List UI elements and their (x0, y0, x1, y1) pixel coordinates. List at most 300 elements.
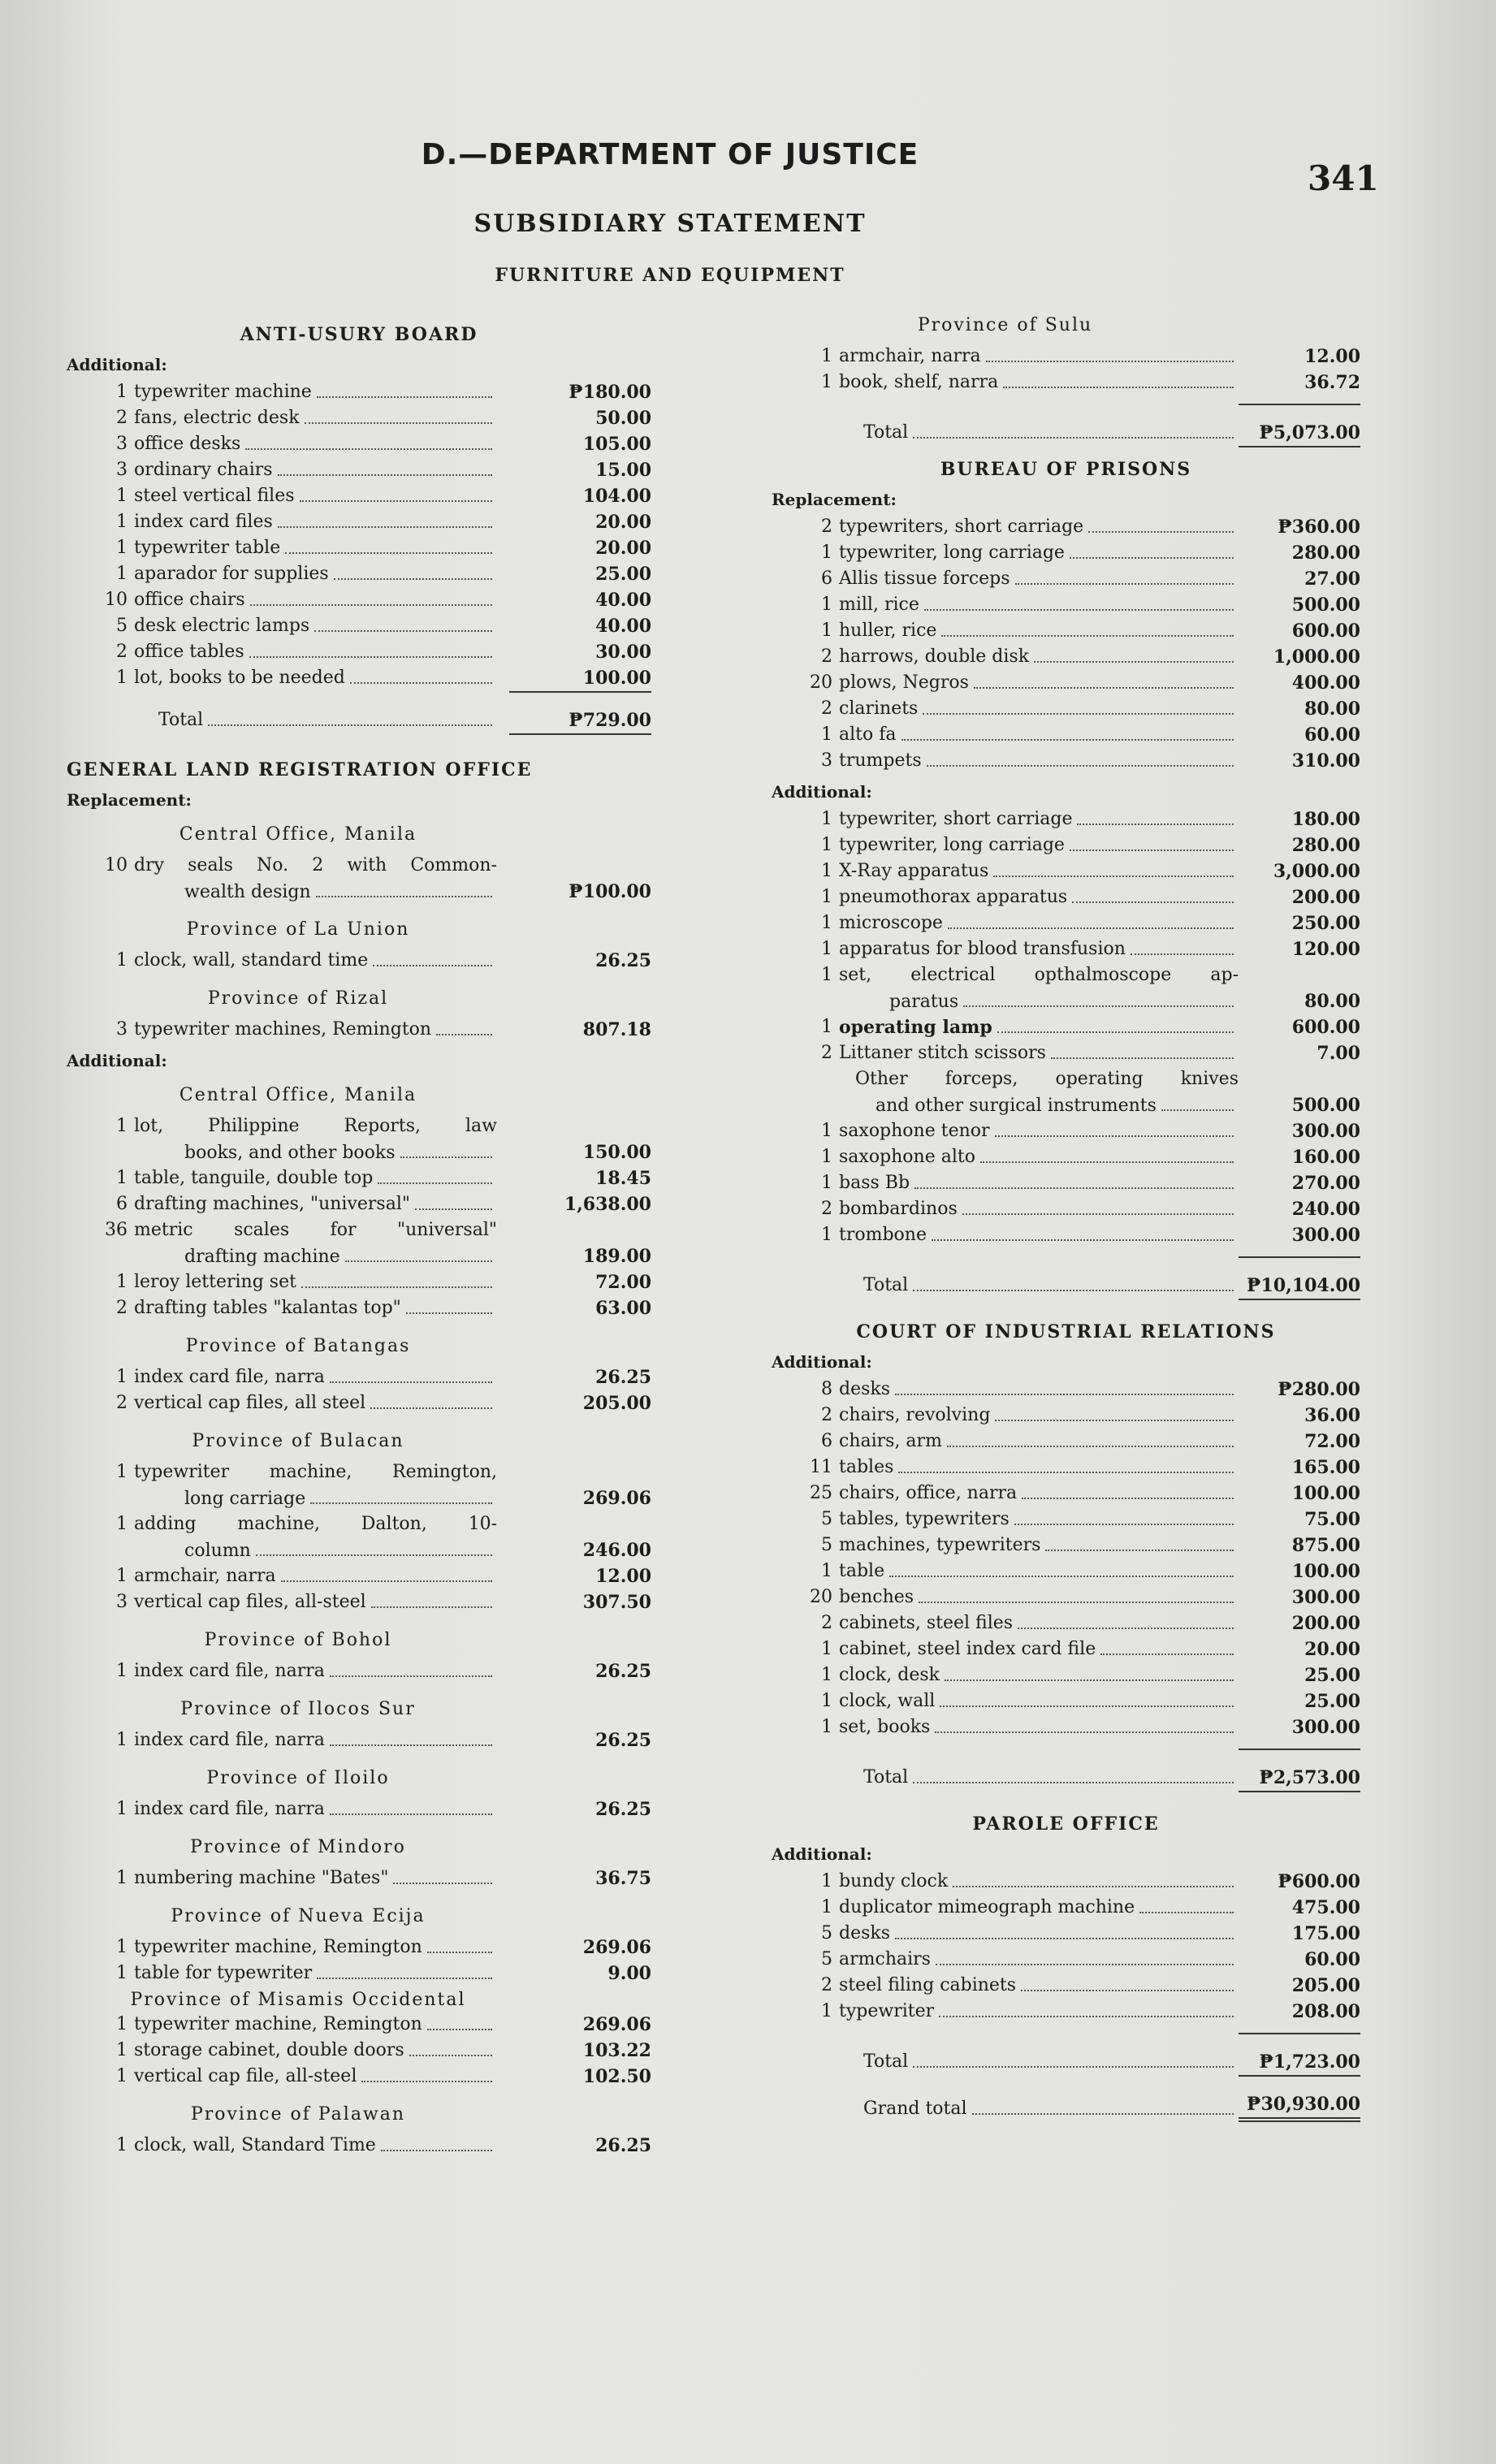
line-item (772, 1610, 1360, 1636)
amount: 160.00 (1291, 1147, 1360, 1168)
quantity: 1 (116, 512, 128, 532)
description: and other surgical instruments (876, 1096, 1157, 1116)
line-item (67, 1364, 651, 1390)
total-amount: ₱10,104.00 (1247, 1275, 1360, 1296)
quantity: 20 (810, 672, 832, 693)
line-item (772, 644, 1360, 670)
description: trombone (839, 1225, 927, 1245)
description: index card file, narra (134, 1661, 325, 1681)
line-item (67, 1165, 651, 1191)
description: wealth design (184, 882, 311, 902)
line-item (67, 1589, 651, 1615)
description: clock, desk (839, 1665, 940, 1685)
description: apparatus for blood transfusion (839, 939, 1126, 959)
total-label: Total (863, 1275, 909, 1295)
quantity: 1 (116, 1868, 128, 1888)
line-item (67, 2064, 651, 2090)
description: tables, typewriters (839, 1509, 1010, 1529)
quantity: 1 (821, 2001, 832, 2021)
quantity: 2 (821, 517, 832, 537)
line-item (67, 1511, 651, 1537)
quantity: 1 (821, 346, 832, 366)
amount: 20.00 (595, 512, 651, 533)
description: index card file, narra (134, 1367, 325, 1387)
description: aparador for supplies (134, 564, 329, 584)
description: steel vertical files (134, 486, 295, 506)
line-item (67, 639, 651, 665)
line-item (67, 1113, 651, 1139)
subheading-additional: Additional: (67, 355, 167, 374)
line-item (772, 1506, 1360, 1532)
amount: 205.00 (1291, 1975, 1360, 1996)
line-item (772, 1040, 1360, 1066)
line-item (67, 948, 651, 974)
right-column (772, 315, 1360, 2122)
description: typewriter machine, Remington, (134, 1462, 497, 1482)
quantity: 1 (821, 1639, 832, 1659)
amount: 246.00 (582, 1540, 651, 1561)
quantity: 1 (116, 1799, 128, 1819)
amount: 60.00 (1304, 724, 1360, 746)
amount: 250.00 (1291, 913, 1360, 934)
quantity: 1 (821, 939, 832, 959)
province-label: Province of Batangas (185, 1336, 411, 1356)
total-amount: ₱1,723.00 (1259, 2051, 1360, 2073)
amount: 100.00 (1291, 1561, 1360, 1582)
subheading-replacement: Replacement: (772, 490, 897, 509)
total-amount: ₱2,573.00 (1259, 1767, 1360, 1788)
sum-rule (1239, 2075, 1360, 2077)
sum-rule (509, 733, 651, 735)
line-item (772, 962, 1360, 988)
description: typewriter machine, Remington (134, 1937, 422, 1957)
amount: 26.25 (595, 1799, 651, 1820)
statement-title: SUBSIDIARY STATEMENT (473, 210, 867, 238)
province-label: Province of Rizal (207, 988, 389, 1009)
description: benches (839, 1587, 914, 1607)
sum-rule (1239, 1256, 1360, 1258)
quantity: 6 (821, 1431, 832, 1451)
quantity: 1 (821, 724, 832, 745)
amount: 36.75 (595, 1868, 651, 1889)
amount: 26.25 (595, 1661, 651, 1682)
quantity: 1 (821, 543, 832, 563)
subheading-additional: Additional: (772, 1844, 872, 1864)
office-label: Central Office, Manila (179, 824, 417, 845)
line-item (67, 665, 651, 691)
line-item (67, 509, 651, 535)
description: book, shelf, narra (839, 372, 999, 392)
quantity: 25 (810, 1483, 832, 1503)
line-item (67, 613, 651, 639)
quantity: 1 (116, 2040, 128, 2060)
amount: 50.00 (595, 408, 651, 429)
description: cabinets, steel files (839, 1613, 1014, 1633)
description: trumpets (839, 750, 922, 771)
line-item (772, 696, 1360, 722)
line-item (772, 1714, 1360, 1740)
quantity: 1 (821, 1897, 832, 1917)
section-heading-glro: GENERAL LAND REGISTRATION OFFICE (67, 759, 533, 780)
amount: 100.00 (1291, 1483, 1360, 1504)
amount: 400.00 (1291, 672, 1360, 694)
description: clarinets (839, 698, 919, 719)
quantity: 5 (821, 1535, 832, 1555)
quantity: 1 (116, 668, 128, 688)
line-item-continued (67, 1537, 651, 1563)
amount: 20.00 (595, 538, 651, 559)
amount: 75.00 (1304, 1509, 1360, 1530)
line-item (67, 1727, 651, 1753)
amount: 26.25 (595, 1367, 651, 1388)
description: clock, wall, Standard Time (134, 2135, 376, 2155)
line-item (67, 2133, 651, 2159)
quantity: 2 (821, 1199, 832, 1219)
line-item (772, 1532, 1360, 1558)
line-item (772, 1455, 1360, 1481)
sum-rule (1239, 1299, 1360, 1300)
description: office tables (134, 642, 244, 662)
amount: 120.00 (1291, 939, 1360, 960)
line-item (67, 457, 651, 483)
quantity: 1 (116, 1963, 128, 1983)
quantity: 10 (105, 590, 128, 610)
sum-rule (1239, 404, 1360, 405)
line-item (772, 1222, 1360, 1248)
description: operating lamp (839, 1017, 992, 1038)
amount: 15.00 (595, 460, 651, 481)
quantity: 3 (116, 1019, 128, 1040)
amount: 20.00 (1304, 1639, 1360, 1660)
line-item (772, 832, 1360, 858)
quantity: 1 (821, 861, 832, 881)
line-item (772, 1196, 1360, 1222)
line-item (772, 618, 1360, 644)
amount: 80.00 (1304, 991, 1360, 1012)
description: bombardinos (839, 1199, 958, 1219)
quantity: 1 (821, 1561, 832, 1581)
description: typewriter table (134, 538, 281, 558)
description: mill, rice (839, 594, 919, 615)
line-item (67, 1217, 651, 1243)
sum-rule (509, 691, 651, 693)
line-item (772, 1144, 1360, 1170)
total-label: Total (863, 422, 909, 443)
description: drafting machine (184, 1247, 340, 1267)
amount: 200.00 (1291, 1613, 1360, 1634)
total-row (772, 1765, 1360, 1791)
page-number: 341 (1308, 158, 1379, 198)
line-item (67, 535, 651, 561)
amount: 180.00 (1291, 809, 1360, 830)
province-label: Province of Bulacan (192, 1431, 404, 1451)
amount: 104.00 (582, 486, 651, 507)
quantity: 5 (821, 1923, 832, 1943)
description: index card files (134, 512, 273, 532)
amount: 18.45 (595, 1168, 651, 1189)
line-item (67, 405, 651, 431)
description: X-Ray apparatus (839, 861, 989, 881)
line-item (67, 483, 651, 509)
description: typewriter machines, Remington (134, 1019, 432, 1040)
amount: 9.00 (607, 1963, 651, 1984)
description: typewriters, short carriage (839, 517, 1084, 537)
amount: 26.25 (595, 1730, 651, 1751)
quantity: 1 (116, 1937, 128, 1957)
description: dry seals No. 2 with Common- (134, 855, 497, 875)
description: chairs, arm (839, 1431, 942, 1451)
line-item (67, 1865, 651, 1891)
quantity: 3 (116, 434, 128, 454)
quantity: 1 (116, 382, 128, 402)
quantity: 1 (116, 1168, 128, 1188)
line-item (67, 1295, 651, 1321)
quantity: 1 (821, 1121, 832, 1141)
description: drafting machines, "universal" (134, 1194, 410, 1214)
line-item (67, 1269, 651, 1295)
quantity: 1 (116, 1730, 128, 1750)
amount: 600.00 (1291, 1017, 1360, 1038)
amount: 200.00 (1291, 887, 1360, 908)
description: armchair, narra (134, 1566, 276, 1586)
description: numbering machine "Bates" (134, 1868, 389, 1888)
description: microscope (839, 913, 943, 933)
line-item (67, 1658, 651, 1684)
description: vertical cap file, all-steel (134, 2066, 357, 2086)
grand-total-row (772, 2091, 1360, 2122)
description: Littaner stitch scissors (839, 1043, 1046, 1063)
description: bass Bb (839, 1173, 910, 1193)
quantity: 1 (116, 1661, 128, 1681)
quantity: 1 (116, 1272, 128, 1292)
amount: 175.00 (1291, 1923, 1360, 1944)
amount: 150.00 (582, 1142, 651, 1163)
line-item (67, 1934, 651, 1960)
line-item (772, 514, 1360, 540)
description: desk electric lamps (134, 616, 310, 636)
description: table (839, 1561, 885, 1581)
cir-item-list (772, 1377, 1360, 1740)
quantity: 2 (116, 1298, 128, 1318)
quantity: 8 (821, 1379, 832, 1399)
quantity: 5 (821, 1949, 832, 1969)
line-item (67, 1960, 651, 1986)
total-label: Total (863, 1767, 909, 1787)
description: typewriter machine (134, 382, 312, 402)
line-item (67, 2038, 651, 2064)
quantity: 1 (116, 1367, 128, 1387)
parole-item-list (772, 1869, 1360, 2025)
amount: 40.00 (595, 616, 651, 637)
sum-rule (1239, 2033, 1360, 2034)
line-item (772, 722, 1360, 748)
total-row (772, 2049, 1360, 2075)
description: index card file, narra (134, 1730, 325, 1750)
sulu-item-list (772, 344, 1360, 396)
line-item (67, 561, 651, 587)
quantity: 3 (116, 460, 128, 480)
amount: 25.00 (595, 564, 651, 585)
amount: 25.00 (1304, 1665, 1360, 1686)
sum-rule (1239, 446, 1360, 447)
quantity: 6 (821, 568, 832, 589)
line-item (772, 1869, 1360, 1895)
description: typewriter, long carriage (839, 835, 1065, 855)
total-amount: ₱5,073.00 (1259, 422, 1360, 443)
line-item (772, 344, 1360, 370)
amount: 63.00 (595, 1298, 651, 1319)
amount: 7.00 (1317, 1043, 1360, 1064)
quantity: 3 (116, 1592, 128, 1612)
description: harrows, double disk (839, 646, 1030, 667)
department-title: D.—DEPARTMENT OF JUSTICE (421, 138, 919, 171)
description: pneumothorax apparatus (839, 887, 1068, 907)
amount: 269.06 (582, 1488, 651, 1509)
line-item (772, 806, 1360, 832)
line-item (772, 936, 1360, 962)
line-item (772, 1999, 1360, 2025)
amount: ₱180.00 (569, 382, 651, 403)
line-item (772, 884, 1360, 910)
province-label: Province of Sulu (917, 315, 1093, 335)
quantity: 1 (821, 887, 832, 907)
description: drafting tables "kalantas top" (134, 1298, 401, 1318)
amount: ₱360.00 (1278, 517, 1360, 538)
section-heading-cir: COURT OF INDUSTRIAL RELATIONS (856, 1321, 1276, 1342)
description: metric scales for "universal" (134, 1220, 497, 1240)
amount: 25.00 (1304, 1691, 1360, 1712)
subheading-additional: Additional: (772, 782, 872, 802)
description: ordinary chairs (134, 460, 273, 480)
amount: 300.00 (1291, 1121, 1360, 1142)
quantity: 1 (821, 913, 832, 933)
amount: 270.00 (1291, 1173, 1360, 1194)
quantity: 1 (821, 1691, 832, 1711)
quantity: 1 (821, 1147, 832, 1167)
line-item (772, 1584, 1360, 1610)
quantity: 2 (821, 1613, 832, 1633)
anti-usury-item-list (67, 379, 651, 691)
description: set, electrical opthalmoscope ap- (839, 965, 1239, 985)
line-item-continued (772, 988, 1360, 1014)
total-row (67, 707, 651, 733)
amount: 307.50 (582, 1592, 651, 1613)
quantity: 1 (116, 1514, 128, 1534)
amount: 807.18 (582, 1019, 651, 1040)
line-item (772, 1481, 1360, 1506)
quantity: 2 (821, 698, 832, 719)
description: storage cabinet, double doors (134, 2040, 404, 2060)
amount: 102.50 (582, 2066, 651, 2087)
line-item (772, 1636, 1360, 1662)
amount: 72.00 (595, 1272, 651, 1293)
line-item (67, 1390, 651, 1416)
amount: 60.00 (1304, 1949, 1360, 1970)
quantity: 1 (821, 1665, 832, 1685)
amount: 27.00 (1304, 568, 1360, 590)
line-item (772, 1662, 1360, 1688)
quantity: 11 (810, 1457, 832, 1477)
description: books, and other books (184, 1143, 396, 1163)
amount: ₱600.00 (1278, 1871, 1360, 1892)
line-item (772, 1947, 1360, 1973)
description: typewriter, short carriage (839, 809, 1073, 829)
amount: ₱100.00 (569, 881, 651, 902)
quantity: 1 (821, 1225, 832, 1245)
amount: 600.00 (1291, 620, 1360, 642)
description: saxophone alto (839, 1147, 975, 1167)
amount: 165.00 (1291, 1457, 1360, 1478)
quantity: 1 (116, 2135, 128, 2155)
grand-total-amount: ₱30,930.00 (1239, 2091, 1360, 2122)
line-item (772, 1403, 1360, 1429)
line-item (772, 1895, 1360, 1921)
quantity: 1 (821, 620, 832, 641)
description: chairs, revolving (839, 1405, 991, 1425)
total-amount: ₱729.00 (569, 710, 651, 731)
province-label: Province of Iloilo (206, 1768, 390, 1788)
amount: 36.00 (1304, 1405, 1360, 1426)
line-item (67, 1459, 651, 1485)
quantity: 1 (821, 1871, 832, 1891)
prisons-additional-list (772, 806, 1360, 962)
quantity: 10 (105, 855, 128, 875)
description: chairs, office, narra (839, 1483, 1018, 1503)
line-item (67, 2012, 651, 2038)
quantity: 1 (116, 2014, 128, 2034)
quantity: 1 (116, 538, 128, 558)
line-item (772, 1066, 1360, 1092)
amount: 300.00 (1291, 1587, 1360, 1608)
line-item (772, 1921, 1360, 1947)
office-label: Central Office, Manila (179, 1085, 417, 1105)
amount: 280.00 (1291, 543, 1360, 564)
line-item (772, 670, 1360, 696)
description: typewriter, long carriage (839, 543, 1065, 563)
amount: 103.22 (582, 2040, 651, 2061)
line-item (67, 1796, 651, 1822)
quantity: 1 (821, 835, 832, 855)
quantity: 2 (116, 408, 128, 428)
sum-rule (1239, 1749, 1360, 1750)
description: leroy lettering set (134, 1272, 296, 1292)
amount: 80.00 (1304, 698, 1360, 720)
section-heading-prisons: BUREAU OF PRISONS (940, 459, 1192, 480)
quantity: 3 (821, 750, 832, 771)
amount: 280.00 (1291, 835, 1360, 856)
line-item (67, 587, 651, 613)
section-heading-parole: PAROLE OFFICE (972, 1813, 1160, 1835)
amount: 269.06 (582, 2014, 651, 2035)
amount: 100.00 (582, 668, 651, 689)
description: clock, wall (839, 1691, 936, 1711)
description: steel filing cabinets (839, 1975, 1017, 1995)
sum-rule (1239, 1791, 1360, 1792)
line-item-continued (67, 1243, 651, 1269)
description: column (184, 1541, 251, 1561)
line-item-continued (67, 1139, 651, 1165)
province-label: Province of Bohol (204, 1630, 392, 1650)
description: table, tanguile, double top (134, 1168, 374, 1188)
description: armchair, narra (839, 346, 981, 366)
line-item (67, 853, 651, 879)
amount: 36.72 (1304, 372, 1360, 393)
prisons-replacement-list (772, 514, 1360, 774)
quantity: 2 (116, 1393, 128, 1413)
quantity: 2 (821, 1975, 832, 1995)
amount: 500.00 (1291, 1095, 1360, 1116)
quantity: 6 (116, 1194, 128, 1214)
